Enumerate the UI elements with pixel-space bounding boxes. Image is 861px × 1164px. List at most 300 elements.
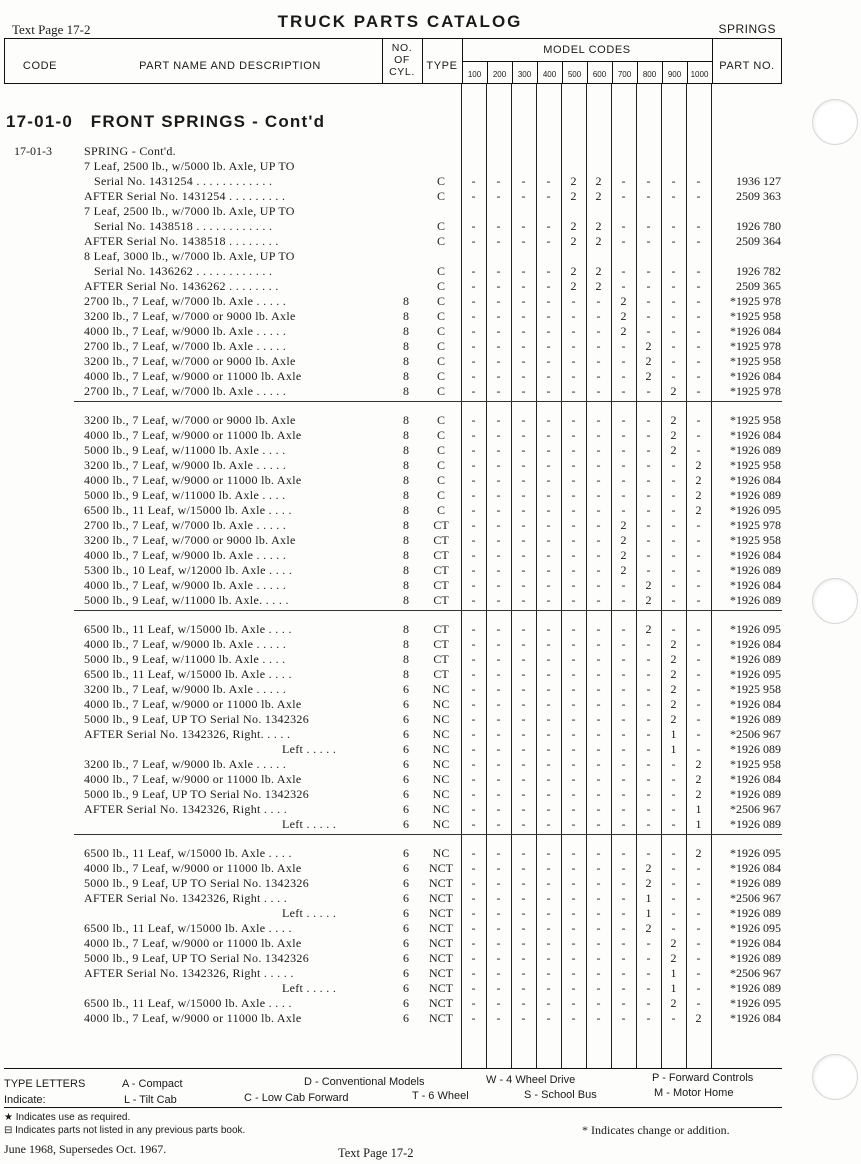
model-code-quantity: - bbox=[546, 174, 551, 188]
legend-low-cab: C - Low Cab Forward bbox=[244, 1092, 349, 1104]
model-code-quantity: - bbox=[496, 443, 501, 457]
type-value: CT bbox=[433, 563, 449, 577]
part-number: *1926 089 bbox=[730, 652, 781, 666]
model-code-quantity: - bbox=[496, 921, 501, 935]
model-code-quantity: - bbox=[496, 682, 501, 696]
model-code-quantity: - bbox=[696, 876, 701, 890]
model-code-quantity: - bbox=[696, 578, 701, 592]
model-code-quantity: - bbox=[546, 876, 551, 890]
model-code-quantity: - bbox=[621, 667, 626, 681]
model-code-quantity: - bbox=[621, 951, 626, 965]
model-code-quantity: - bbox=[521, 861, 526, 875]
type-value: C bbox=[436, 339, 445, 353]
model-code-quantity: - bbox=[496, 279, 501, 293]
model-code-quantity: - bbox=[521, 593, 526, 607]
type-value: NC bbox=[432, 727, 450, 741]
cylinders-value: 6 bbox=[403, 846, 409, 860]
model-code-quantity: - bbox=[621, 503, 626, 517]
model-code-quantity: - bbox=[621, 846, 626, 860]
model-code-quantity: - bbox=[546, 548, 551, 562]
model-code-quantity: - bbox=[571, 324, 576, 338]
model-code-quantity: - bbox=[671, 921, 676, 935]
model-code-quantity: - bbox=[621, 697, 626, 711]
model-code-quantity: - bbox=[546, 533, 551, 547]
model-code-quantity: - bbox=[596, 443, 601, 457]
model-code-quantity: - bbox=[496, 264, 501, 278]
type-value: C bbox=[436, 279, 445, 293]
model-code-quantity: - bbox=[696, 682, 701, 696]
legend-tilt-cab: L - Tilt Cab bbox=[124, 1094, 177, 1106]
model-code-quantity: - bbox=[671, 563, 676, 577]
cylinders-value: 8 bbox=[403, 309, 409, 323]
model-code-quantity: - bbox=[521, 846, 526, 860]
part-description: Left . . . . . bbox=[282, 742, 337, 756]
model-code-quantity: - bbox=[646, 637, 651, 651]
model-code-quantity: - bbox=[496, 802, 501, 816]
model-code-quantity: - bbox=[671, 846, 676, 860]
model-code-quantity: 2 bbox=[670, 996, 677, 1010]
model-code-quantity: - bbox=[546, 1011, 551, 1025]
type-value: NC bbox=[432, 757, 450, 771]
model-code-quantity: - bbox=[646, 742, 651, 756]
part-number: *1925 958 bbox=[730, 533, 781, 547]
model-code-quantity: - bbox=[621, 891, 626, 905]
type-value: NCT bbox=[429, 981, 453, 995]
model-code-header: 100 bbox=[467, 70, 482, 79]
model-code-quantity: - bbox=[546, 234, 551, 248]
binder-hole bbox=[812, 1054, 858, 1100]
part-number: *1925 978 bbox=[730, 339, 781, 353]
cylinders-value: 6 bbox=[403, 772, 409, 786]
cylinders-value: 6 bbox=[403, 921, 409, 935]
model-code-quantity: - bbox=[646, 189, 651, 203]
model-code-quantity: - bbox=[496, 518, 501, 532]
model-code-quantity: - bbox=[671, 264, 676, 278]
model-code-quantity: - bbox=[546, 906, 551, 920]
model-code-quantity: - bbox=[621, 921, 626, 935]
model-code-quantity: - bbox=[496, 906, 501, 920]
model-code-quantity: - bbox=[471, 652, 476, 666]
model-code-quantity: - bbox=[671, 234, 676, 248]
model-code-quantity: - bbox=[521, 503, 526, 517]
model-code-quantity: 2 bbox=[695, 787, 702, 801]
model-code-quantity: 2 bbox=[570, 234, 577, 248]
model-code-quantity: - bbox=[571, 637, 576, 651]
model-code-quantity: 1 bbox=[670, 742, 677, 756]
model-code-quantity: 2 bbox=[620, 294, 627, 308]
model-code-quantity: - bbox=[571, 966, 576, 980]
model-code-quantity: - bbox=[671, 458, 676, 472]
model-code-quantity: - bbox=[571, 682, 576, 696]
model-code-quantity: - bbox=[496, 309, 501, 323]
model-code-quantity: - bbox=[546, 384, 551, 398]
cylinders-value: 6 bbox=[403, 906, 409, 920]
type-value: C bbox=[436, 354, 445, 368]
model-code-quantity: - bbox=[696, 936, 701, 950]
model-code-quantity: - bbox=[621, 234, 626, 248]
part-number-column-header: PART NO. bbox=[719, 60, 775, 72]
model-code-quantity: - bbox=[546, 652, 551, 666]
model-code-quantity: - bbox=[696, 354, 701, 368]
part-description: 5000 lb., 9 Leaf, w/11000 lb. Axle . . . . bbox=[84, 652, 286, 666]
model-code-quantity: - bbox=[696, 428, 701, 442]
part-description: 3200 lb., 7 Leaf, w/9000 lb. Axle . . . . . bbox=[84, 757, 287, 771]
model-code-quantity: 2 bbox=[570, 219, 577, 233]
model-code-quantity: - bbox=[521, 384, 526, 398]
model-code-quantity: - bbox=[671, 503, 676, 517]
cylinders-value: 6 bbox=[403, 996, 409, 1010]
model-code-quantity: - bbox=[646, 996, 651, 1010]
model-code-quantity: - bbox=[696, 951, 701, 965]
model-code-quantity: - bbox=[646, 458, 651, 472]
model-code-quantity: - bbox=[646, 787, 651, 801]
model-code-header: 1000 bbox=[690, 70, 709, 79]
model-code-quantity: - bbox=[671, 876, 676, 890]
model-code-quantity: - bbox=[621, 219, 626, 233]
model-code-quantity: - bbox=[521, 742, 526, 756]
model-code-quantity: - bbox=[621, 488, 626, 502]
type-value: NC bbox=[432, 697, 450, 711]
model-code-quantity: - bbox=[696, 413, 701, 427]
part-description: 2700 lb., 7 Leaf, w/7000 lb. Axle . . . . . bbox=[84, 384, 287, 398]
model-code-quantity: - bbox=[571, 622, 576, 636]
type-letters-label: TYPE LETTERS bbox=[4, 1078, 86, 1090]
model-code-quantity: - bbox=[471, 473, 476, 487]
model-code-quantity: - bbox=[646, 503, 651, 517]
model-code-quantity: - bbox=[471, 772, 476, 786]
model-code-quantity: - bbox=[546, 757, 551, 771]
model-code-header: 500 bbox=[567, 70, 582, 79]
model-code-quantity: - bbox=[521, 727, 526, 741]
model-code-quantity: - bbox=[521, 279, 526, 293]
model-code-quantity: - bbox=[621, 682, 626, 696]
model-code-quantity: - bbox=[646, 846, 651, 860]
cylinders-value: 8 bbox=[403, 354, 409, 368]
legend-motor-home: M - Motor Home bbox=[654, 1087, 734, 1099]
cylinders-value: 8 bbox=[403, 384, 409, 398]
model-code-quantity: - bbox=[571, 369, 576, 383]
model-code-quantity: - bbox=[546, 518, 551, 532]
model-code-quantity: 1 bbox=[645, 891, 652, 905]
model-code-quantity: - bbox=[496, 951, 501, 965]
model-code-quantity: - bbox=[496, 473, 501, 487]
model-code-quantity: 1 bbox=[695, 817, 702, 831]
model-code-quantity: 2 bbox=[670, 951, 677, 965]
model-code-quantity: - bbox=[596, 682, 601, 696]
cylinders-value: 6 bbox=[403, 757, 409, 771]
part-description: 8 Leaf, 3000 lb., w/7000 lb. Axle, UP TO bbox=[84, 249, 295, 263]
model-code-quantity: - bbox=[521, 772, 526, 786]
model-code-quantity: - bbox=[496, 846, 501, 860]
model-code-quantity: 2 bbox=[670, 384, 677, 398]
cylinders-value: 6 bbox=[403, 936, 409, 950]
model-code-quantity: 2 bbox=[645, 861, 652, 875]
model-code-quantity: - bbox=[696, 264, 701, 278]
model-code-quantity: - bbox=[646, 682, 651, 696]
model-code-quantity: - bbox=[571, 563, 576, 577]
model-code-quantity: - bbox=[621, 817, 626, 831]
model-code-quantity: 2 bbox=[620, 324, 627, 338]
cylinders-value: 8 bbox=[403, 413, 409, 427]
type-value: NC bbox=[432, 742, 450, 756]
model-code-quantity: - bbox=[496, 727, 501, 741]
model-code-quantity: - bbox=[571, 309, 576, 323]
model-code-quantity: - bbox=[496, 458, 501, 472]
model-code-quantity: - bbox=[596, 742, 601, 756]
model-code-quantity: - bbox=[696, 921, 701, 935]
model-code-quantity: - bbox=[471, 548, 476, 562]
part-number: *2506 967 bbox=[730, 891, 781, 905]
model-code-quantity: - bbox=[646, 652, 651, 666]
model-code-quantity: - bbox=[496, 189, 501, 203]
part-number: *1925 958 bbox=[730, 458, 781, 472]
model-code-quantity: - bbox=[696, 667, 701, 681]
model-code-quantity: - bbox=[471, 518, 476, 532]
model-code-quantity: - bbox=[596, 966, 601, 980]
model-code-quantity: - bbox=[671, 174, 676, 188]
part-description: 4000 lb., 7 Leaf, w/9000 or 11000 lb. Axle bbox=[84, 936, 302, 950]
model-code-quantity: - bbox=[596, 324, 601, 338]
model-code-quantity: - bbox=[646, 443, 651, 457]
model-code-quantity: - bbox=[696, 518, 701, 532]
model-code-quantity: - bbox=[596, 787, 601, 801]
type-value: C bbox=[436, 473, 445, 487]
cylinders-value: 8 bbox=[403, 652, 409, 666]
model-code-quantity: - bbox=[471, 458, 476, 472]
model-code-quantity: - bbox=[596, 622, 601, 636]
part-description: Serial No. 1431254 . . . . . . . . . . . . bbox=[94, 174, 273, 188]
model-code-quantity: - bbox=[521, 533, 526, 547]
model-code-header: 900 bbox=[667, 70, 682, 79]
model-code-quantity: - bbox=[646, 413, 651, 427]
type-value: C bbox=[436, 428, 445, 442]
model-code-quantity: - bbox=[496, 697, 501, 711]
model-code-quantity: - bbox=[471, 891, 476, 905]
part-number: *1925 958 bbox=[730, 413, 781, 427]
type-value: CT bbox=[433, 548, 449, 562]
model-code-quantity: - bbox=[571, 473, 576, 487]
model-code-quantity: - bbox=[521, 443, 526, 457]
model-code-quantity: - bbox=[696, 324, 701, 338]
model-code-quantity: 2 bbox=[670, 697, 677, 711]
model-code-quantity: - bbox=[546, 443, 551, 457]
model-code-quantity: - bbox=[571, 488, 576, 502]
part-description: 3200 lb., 7 Leaf, w/9000 lb. Axle . . . . . bbox=[84, 458, 287, 472]
model-code-quantity: - bbox=[571, 443, 576, 457]
type-value: CT bbox=[433, 593, 449, 607]
part-description: 2700 lb., 7 Leaf, w/7000 lb. Axle . . . . . bbox=[84, 518, 287, 532]
model-code-quantity: - bbox=[696, 637, 701, 651]
part-description: 4000 lb., 7 Leaf, w/9000 or 11000 lb. Axle bbox=[84, 772, 302, 786]
part-description: AFTER Serial No. 1431254 . . . . . . . . . bbox=[84, 189, 286, 203]
model-code-quantity: - bbox=[521, 578, 526, 592]
model-code-quantity: - bbox=[621, 174, 626, 188]
type-value: C bbox=[436, 324, 445, 338]
part-description: AFTER Serial No. 1342326, Right . . . . . bbox=[84, 966, 294, 980]
model-code-quantity: - bbox=[496, 563, 501, 577]
model-code-quantity: - bbox=[621, 861, 626, 875]
type-value: NCT bbox=[429, 921, 453, 935]
model-code-quantity: - bbox=[696, 906, 701, 920]
model-code-quantity: - bbox=[671, 772, 676, 786]
model-code-quantity: - bbox=[571, 981, 576, 995]
model-code-quantity: - bbox=[696, 652, 701, 666]
model-code-quantity: 2 bbox=[570, 264, 577, 278]
model-code-quantity: 2 bbox=[595, 174, 602, 188]
model-code-quantity: - bbox=[696, 697, 701, 711]
part-number: *1926 084 bbox=[730, 936, 781, 950]
model-code-quantity: - bbox=[646, 518, 651, 532]
model-code-quantity: - bbox=[546, 921, 551, 935]
part-number: *1926 095 bbox=[730, 503, 781, 517]
cylinders-value: 6 bbox=[403, 742, 409, 756]
cylinders-value: 6 bbox=[403, 861, 409, 875]
type-value: C bbox=[436, 384, 445, 398]
type-value: NCT bbox=[429, 876, 453, 890]
model-code-quantity: - bbox=[696, 727, 701, 741]
model-code-quantity: - bbox=[546, 488, 551, 502]
cylinders-value: 6 bbox=[403, 787, 409, 801]
indicate-label: Indicate: bbox=[4, 1094, 46, 1106]
model-code-quantity: - bbox=[621, 772, 626, 786]
model-code-quantity: - bbox=[496, 413, 501, 427]
model-code-quantity: - bbox=[521, 488, 526, 502]
model-code-quantity: - bbox=[521, 219, 526, 233]
part-description: 4000 lb., 7 Leaf, w/9000 or 11000 lb. Axle bbox=[84, 697, 302, 711]
model-code-quantity: - bbox=[571, 1011, 576, 1025]
type-value: NC bbox=[432, 772, 450, 786]
model-code-quantity: - bbox=[496, 593, 501, 607]
model-code-quantity: - bbox=[621, 264, 626, 278]
part-description: 7 Leaf, 2500 lb., w/5000 lb. Axle, UP TO bbox=[84, 159, 295, 173]
model-code-quantity: - bbox=[546, 697, 551, 711]
model-code-quantity: - bbox=[521, 891, 526, 905]
legend-compact: A - Compact bbox=[122, 1078, 183, 1090]
cylinders-value: 6 bbox=[403, 817, 409, 831]
model-code-quantity: - bbox=[546, 846, 551, 860]
model-code-quantity: - bbox=[646, 473, 651, 487]
model-code-quantity: - bbox=[646, 488, 651, 502]
type-value: C bbox=[436, 174, 445, 188]
model-code-quantity: - bbox=[546, 578, 551, 592]
part-number: *1926 084 bbox=[730, 1011, 781, 1025]
part-number: *1926 089 bbox=[730, 876, 781, 890]
part-number: *1926 095 bbox=[730, 667, 781, 681]
cylinders-value: 6 bbox=[403, 727, 409, 741]
model-code-quantity: - bbox=[571, 578, 576, 592]
cylinders-value: 6 bbox=[403, 981, 409, 995]
model-code-quantity: - bbox=[596, 563, 601, 577]
model-code-quantity: - bbox=[571, 757, 576, 771]
model-code-quantity: - bbox=[546, 279, 551, 293]
model-code-quantity: - bbox=[596, 593, 601, 607]
model-code-quantity: - bbox=[621, 473, 626, 487]
part-description: 6500 lb., 11 Leaf, w/15000 lb. Axle . . . . bbox=[84, 996, 292, 1010]
model-code-quantity: - bbox=[546, 458, 551, 472]
model-code-quantity: 2 bbox=[695, 488, 702, 502]
model-code-quantity: - bbox=[671, 473, 676, 487]
model-code-quantity: - bbox=[621, 996, 626, 1010]
model-code-quantity: - bbox=[671, 354, 676, 368]
model-code-quantity: - bbox=[521, 996, 526, 1010]
model-code-quantity: - bbox=[471, 563, 476, 577]
model-code-quantity: - bbox=[671, 906, 676, 920]
type-value: C bbox=[436, 234, 445, 248]
model-code-quantity: - bbox=[571, 518, 576, 532]
model-code-quantity: - bbox=[521, 817, 526, 831]
cylinders-value: 6 bbox=[403, 891, 409, 905]
section-subcode: 17-01-3 bbox=[14, 144, 52, 158]
model-code-quantity: - bbox=[471, 817, 476, 831]
type-value: NCT bbox=[429, 966, 453, 980]
model-code-quantity: - bbox=[621, 906, 626, 920]
type-value: C bbox=[436, 369, 445, 383]
model-code-quantity: - bbox=[696, 279, 701, 293]
model-code-quantity: 1 bbox=[670, 981, 677, 995]
part-description: 5000 lb., 9 Leaf, w/11000 lb. Axle. . . . . bbox=[84, 593, 289, 607]
model-code-quantity: - bbox=[596, 428, 601, 442]
model-code-quantity: - bbox=[671, 294, 676, 308]
model-code-quantity: - bbox=[496, 861, 501, 875]
model-code-quantity: - bbox=[471, 861, 476, 875]
model-code-quantity: - bbox=[496, 876, 501, 890]
model-code-quantity: 2 bbox=[645, 921, 652, 935]
model-code-quantity: - bbox=[521, 712, 526, 726]
model-code-quantity: - bbox=[496, 384, 501, 398]
cylinders-value: 8 bbox=[403, 637, 409, 651]
model-code-quantity: - bbox=[696, 189, 701, 203]
model-code-quantity: - bbox=[621, 787, 626, 801]
model-code-quantity: 2 bbox=[645, 578, 652, 592]
model-code-quantity: - bbox=[571, 548, 576, 562]
column-header bbox=[4, 38, 782, 84]
type-value: C bbox=[436, 309, 445, 323]
part-description: 5300 lb., 10 Leaf, w/12000 lb. Axle . . . . bbox=[84, 563, 293, 577]
model-code-quantity: - bbox=[471, 384, 476, 398]
model-code-quantity: - bbox=[571, 428, 576, 442]
model-code-quantity: 2 bbox=[620, 533, 627, 547]
part-description: 3200 lb., 7 Leaf, w/7000 or 9000 lb. Axle bbox=[84, 413, 296, 427]
model-code-quantity: 2 bbox=[695, 772, 702, 786]
model-code-quantity: - bbox=[596, 369, 601, 383]
model-code-quantity: - bbox=[696, 533, 701, 547]
model-code-quantity: 2 bbox=[670, 936, 677, 950]
model-code-quantity: - bbox=[571, 772, 576, 786]
model-code-quantity: - bbox=[596, 339, 601, 353]
model-code-quantity: - bbox=[596, 533, 601, 547]
model-code-quantity: - bbox=[521, 518, 526, 532]
part-number: *1926 089 bbox=[730, 817, 781, 831]
part-description: 3200 lb., 7 Leaf, w/9000 lb. Axle . . . . . bbox=[84, 682, 287, 696]
model-code-quantity: - bbox=[546, 219, 551, 233]
model-code-quantity: - bbox=[671, 488, 676, 502]
model-code-quantity: - bbox=[471, 682, 476, 696]
model-code-quantity: - bbox=[646, 174, 651, 188]
model-code-quantity: - bbox=[621, 876, 626, 890]
model-code-quantity: - bbox=[496, 757, 501, 771]
binder-hole bbox=[812, 99, 858, 145]
model-code-quantity: - bbox=[696, 294, 701, 308]
model-code-quantity: - bbox=[521, 309, 526, 323]
model-code-quantity: - bbox=[671, 787, 676, 801]
model-code-quantity: - bbox=[496, 369, 501, 383]
model-code-quantity: - bbox=[571, 667, 576, 681]
type-value: NCT bbox=[429, 936, 453, 950]
part-description: 5000 lb., 9 Leaf, w/11000 lb. Axle . . . . bbox=[84, 488, 286, 502]
model-code-quantity: - bbox=[471, 936, 476, 950]
model-code-quantity: - bbox=[521, 981, 526, 995]
model-code-quantity: - bbox=[546, 503, 551, 517]
